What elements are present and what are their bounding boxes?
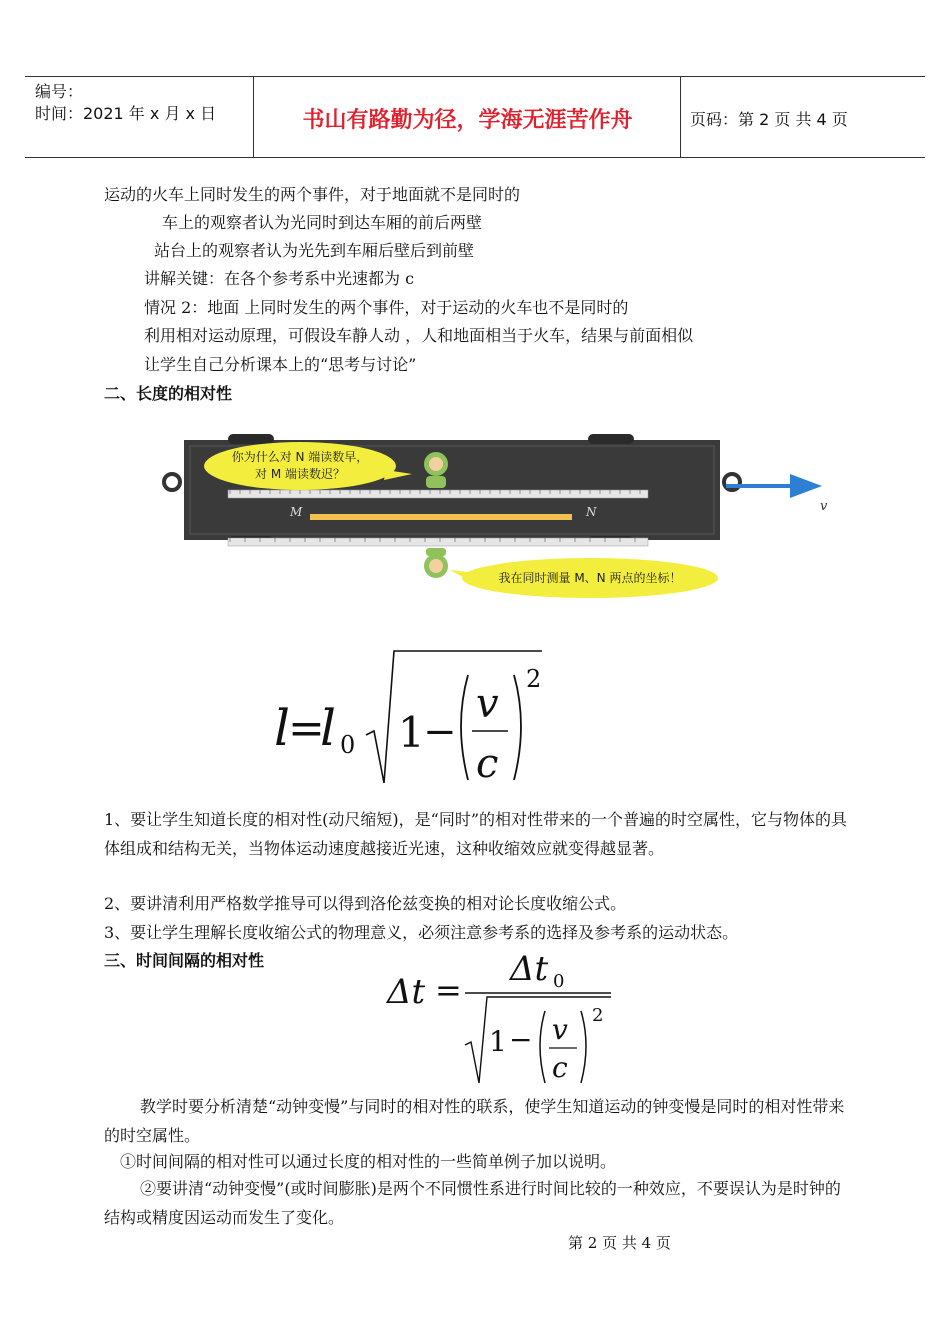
formula-subscript: 0 [553, 971, 565, 992]
formula-symbol: l [320, 699, 336, 757]
text-line: 情况 2：地面 上同时发生的两个事件，对于运动的火车也不是同时的 [144, 298, 629, 317]
formula-symbol: c [476, 741, 499, 787]
section-heading: 二、长度的相对性 [104, 384, 233, 403]
formula-symbol: Δt [387, 972, 426, 1012]
moving-rod [310, 514, 572, 520]
paragraph: ①时间间隔的相对性可以通过长度的相对性的一些简单例子加以说明。 [120, 1152, 617, 1171]
coupler-hook-icon [164, 474, 180, 490]
paragraph: ②要讲清“动钟变慢”(或时间膨胀)是两个不同惯性系进行时间比较的一种效应，不要误认为是时钟的结构或精度因运动而发生了变化。 [104, 1179, 841, 1227]
text-line: 运动的火车上同时发生的两个事件，对于地面就不是同时的 [104, 185, 521, 204]
formula-exponent: 2 [526, 665, 542, 693]
header-divider [680, 77, 681, 157]
formula-operator: = [288, 703, 325, 754]
formula-operator: − [509, 1023, 533, 1056]
label-n: N [586, 505, 597, 519]
text-line: 车上的观察者认为光同时到达车厢的前后两壁 [162, 213, 483, 232]
paragraph: 教学时要分析清楚“动钟变慢”与同时的相对性的联系，使学生知道运动的钟变慢是同时的相对性带来的时空属性。 [104, 1097, 845, 1145]
radical-sign [465, 997, 611, 1083]
page-footer: 第 2 页 共 4 页 [568, 1234, 671, 1252]
train-ruler [228, 490, 648, 498]
header-meta [35, 81, 216, 125]
formula-operator: − [423, 709, 457, 755]
header-motto: 书山有路勤为径，学海无涯苦作舟 [302, 108, 633, 133]
formula-subscript: 0 [340, 731, 356, 759]
text-line: 讲解关键：在各个参考系中光速都为 c [144, 269, 415, 288]
text-line: 站台上的观察者认为光先到车厢后壁后到前壁 [154, 241, 475, 260]
header-divider [253, 77, 254, 157]
train-wheel [228, 434, 274, 444]
ground-observer-icon [424, 548, 448, 578]
formula-symbol: v [552, 1013, 568, 1046]
label-v: v [820, 499, 828, 514]
train-wheel [588, 434, 634, 444]
arrow-head-icon [790, 474, 822, 498]
ground-ruler [228, 538, 648, 546]
formula-operator: = [435, 971, 462, 1009]
train-illustration [150, 430, 850, 610]
bubble-text: 我在同时测量 M、N 两点的坐标！ [498, 571, 682, 585]
header-page-label: 页码：第 2 页 共 4 页 [690, 110, 848, 129]
right-paren [514, 675, 521, 780]
page-header [25, 76, 925, 158]
serial-label: 编号： [35, 82, 84, 101]
train-observer-icon [424, 452, 448, 488]
formula-symbol: c [552, 1051, 568, 1084]
paragraph: 2、要讲清利用严格数学推导可以得到洛伦兹变换的相对论长度收缩公式。 [104, 894, 627, 913]
formula-exponent: 2 [592, 1005, 604, 1026]
formula-symbol: v [476, 681, 499, 727]
time-label: 时间：2021 年 x 月 x 日 [35, 104, 217, 123]
label-m: M [290, 505, 303, 519]
formula-number: 1 [398, 708, 425, 757]
bubble-text: 你为什么对 N 端读数早， [231, 450, 369, 464]
left-paren [461, 675, 468, 780]
train-ruler-figure [150, 430, 850, 610]
paragraph: 1、要让学生知道长度的相对性(动尺缩短)，是“同时”的相对性带来的一个普遍的时空属性，它与物体的具体组成和结构无关，当物体运动速度越接近光速，这种收缩效应就变得越显著。 [104, 810, 848, 858]
section-heading: 三、时间间隔的相对性 [104, 951, 265, 970]
text-line: 利用相对运动原理，可假设车静人动 ，人和地面相当于火车，结果与前面相似 [144, 326, 694, 345]
formula-number: 1 [489, 1025, 507, 1058]
paragraph: 3、要让学生理解长度收缩公式的物理意义，必须注意参考系的选择及参考系的运动状态。 [104, 923, 739, 942]
bubble-text: 对 M 端读数迟？ [255, 467, 345, 481]
length-contraction-formula [270, 645, 560, 790]
formula-symbol: Δt [510, 949, 549, 989]
right-paren [581, 1011, 586, 1083]
time-dilation-formula [385, 945, 620, 1090]
formula-symbol: l [274, 699, 290, 757]
left-paren [540, 1011, 545, 1083]
text-line: 让学生自己分析课本上的“思考与讨论” [144, 355, 417, 374]
